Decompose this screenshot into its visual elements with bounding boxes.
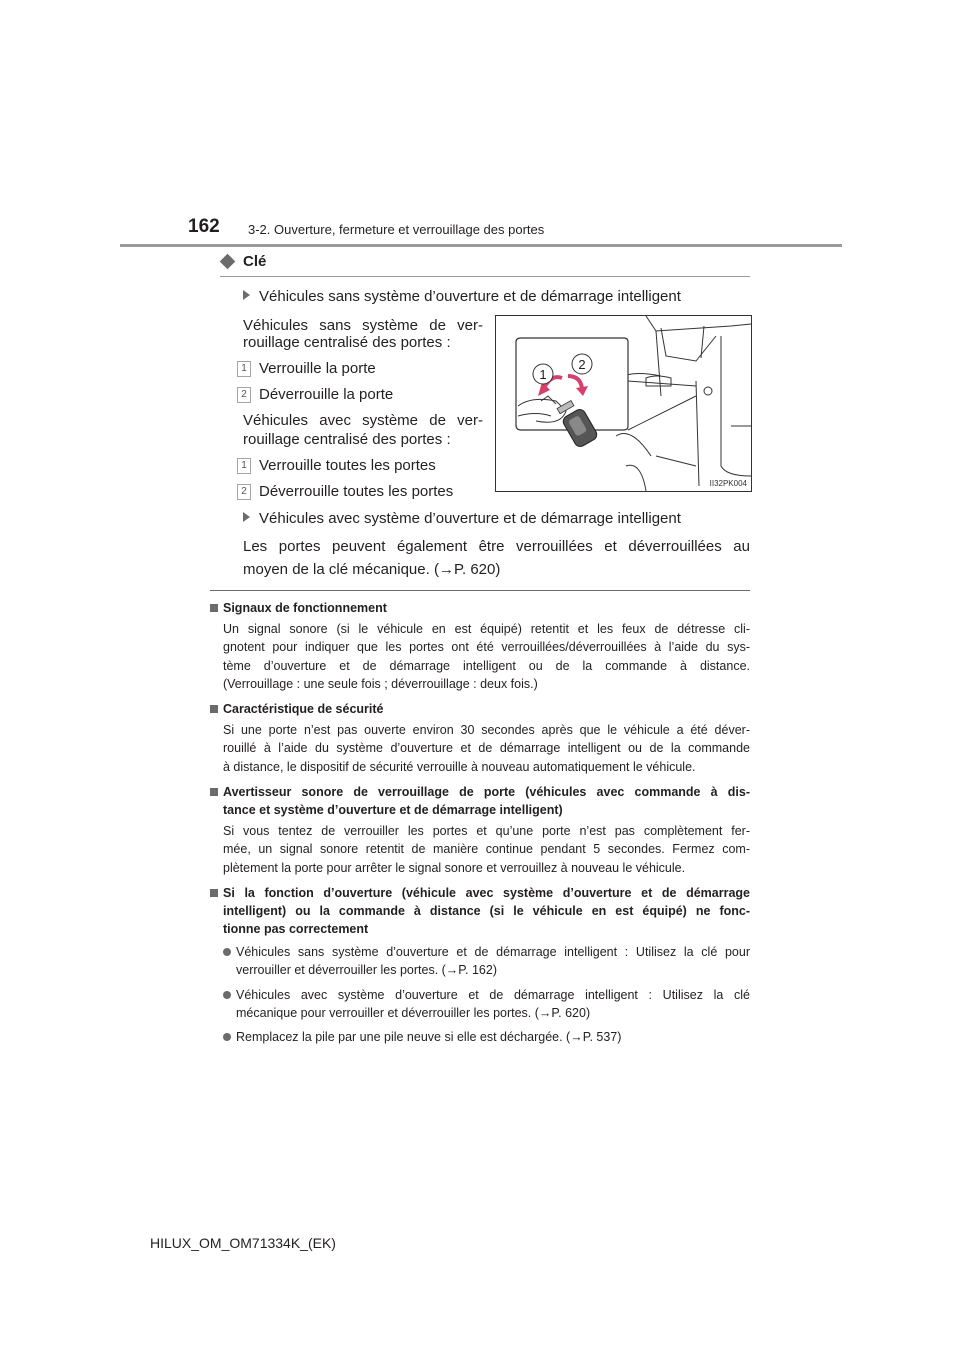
square-bullet-icon (210, 604, 218, 612)
note-line: à distance, le dispositif de sécurité verrouille à nouveau automatiquement le véhicule. (223, 759, 696, 774)
paragraph-line: Les portes peuvent également être verrouillées et déverrouillées au (243, 538, 750, 555)
list-item (237, 479, 453, 505)
note-heading-text: intelligent) ou la commande à distance (si le véhicule en est équipé) ne fonc- (223, 903, 750, 918)
chapter-title: 3-2. Ouverture, fermeture et verrouillage des portes (248, 222, 545, 237)
list-item (210, 1028, 750, 1046)
section-divider (220, 276, 750, 277)
subsection-heading (243, 284, 681, 310)
triangle-bullet-icon (243, 290, 250, 300)
list-item-label: Déverrouille la porte (259, 386, 394, 403)
note-line: verrouiller et déverrouiller les portes. (→P. 162) (236, 963, 497, 978)
paragraph-line: moyen de la clé mécanique. (→P. 620) (243, 561, 501, 578)
note-line: gnotent pour indiquer que les portes ont été verrouillées/déverrouillées à l’aide du sys- (223, 640, 750, 655)
note-line: Véhicules avec système d’ouverture et de démarrage intelligent : Utilisez la clé (236, 987, 750, 1002)
number-badge: 2 (237, 387, 251, 403)
note-body (210, 620, 750, 693)
note-body (210, 822, 750, 877)
note-line: Véhicules sans système d’ouverture et de démarrage intelligent : Utilisez la clé pour (236, 944, 750, 959)
list-item (237, 382, 393, 408)
note-line: (Verrouillage : une seule fois ; déverrouillage : deux fois.) (223, 676, 538, 691)
note-line: mée, un signal sonore retentit de manière continue pendant 5 secondes. Fermez com- (223, 842, 750, 857)
square-bullet-icon (210, 788, 218, 796)
note-heading-text: Si la fonction d’ouverture (véhicule avec système d’ouverture et de démarrage (223, 885, 750, 900)
list-item-label: Verrouille toutes les portes (259, 457, 436, 474)
circle-bullet-icon (223, 1033, 231, 1041)
notes-section (210, 599, 750, 1046)
diamond-icon (220, 254, 236, 270)
figure-code: II32PK004 (709, 479, 747, 488)
note-heading (210, 700, 750, 718)
note-heading (210, 783, 750, 819)
note-line: plètement la porte pour arrêter le signal sonore et verrouillez à nouveau le véhicule. (223, 860, 686, 875)
section-title: Clé (243, 253, 267, 270)
subsection-label: Véhicules avec système d’ouverture et de démarrage intelligent (259, 510, 681, 527)
triangle-bullet-icon (243, 512, 250, 522)
figure-label-2: 2 (578, 357, 586, 372)
note-heading-text: tance et système d’ouverture et de démarrage intelligent) (223, 803, 563, 818)
note-line: mécanique pour verrouiller et déverrouiller les portes. (→P. 620) (236, 1005, 591, 1020)
note-line: Un signal sonore (si le véhicule en est équipé) retentit et les feux de détresse cli- (223, 622, 750, 636)
document-code: HILUX_OM_OM71334K_(EK) (150, 1235, 336, 1251)
note-heading-text: Signaux de fonctionnement (223, 601, 387, 615)
notes-divider (210, 590, 750, 591)
list-item (237, 356, 376, 382)
square-bullet-icon (210, 889, 218, 897)
number-badge: 2 (237, 484, 251, 500)
section-heading (220, 253, 266, 270)
list-item (210, 943, 750, 980)
square-bullet-icon (210, 705, 218, 713)
note-heading-text: Avertisseur sonore de verrouillage de porte (véhicules avec commande à dis- (223, 785, 750, 800)
note-heading (210, 599, 750, 617)
list-item (210, 986, 750, 1023)
number-badge: 1 (237, 361, 251, 377)
intro-a-line2: rouillage centralisé des portes : (243, 334, 451, 351)
list-item-label: Déverrouille toutes les portes (259, 483, 454, 500)
door-key-drawing (496, 316, 751, 491)
note-heading (210, 884, 750, 938)
key-illustration (495, 315, 752, 492)
subsection-heading (243, 506, 681, 532)
page-number: 162 (188, 216, 220, 237)
circle-bullet-icon (223, 991, 231, 999)
figure-label-1: 1 (539, 367, 547, 382)
circle-bullet-icon (223, 948, 231, 956)
subsection-label: Véhicules sans système d’ouverture et de démarrage intelligent (259, 288, 681, 305)
note-line: tème d’ouverture et de démarrage intelligent ou de la commande à distance. (223, 658, 750, 673)
note-line: Remplacez la pile par une pile neuve si elle est déchargée. (→P. 537) (236, 1030, 622, 1045)
header-divider (120, 244, 842, 247)
number-badge: 1 (237, 458, 251, 474)
intro-b-line2: rouillage centralisé des portes : (243, 431, 451, 448)
note-heading-text: Caractéristique de sécurité (223, 702, 384, 717)
list-item (237, 453, 436, 479)
note-line: rouillé à l’aide du système d’ouverture et de démarrage intelligent ou de la commande (223, 741, 750, 756)
note-heading-text: tionne pas correctement (223, 921, 369, 936)
intro-a-line1: Véhicules sans système de ver- (243, 317, 483, 334)
note-body (210, 721, 750, 776)
note-line: Si vous tentez de verrouiller les portes et qu’une porte n’est pas complètement fer- (223, 824, 750, 839)
intro-b-line1: Véhicules avec système de ver- (243, 412, 483, 429)
list-item-label: Verrouille la porte (259, 360, 376, 377)
note-line: Si une porte n’est pas ouverte environ 30 secondes après que le véhicule a été déver- (223, 723, 750, 738)
